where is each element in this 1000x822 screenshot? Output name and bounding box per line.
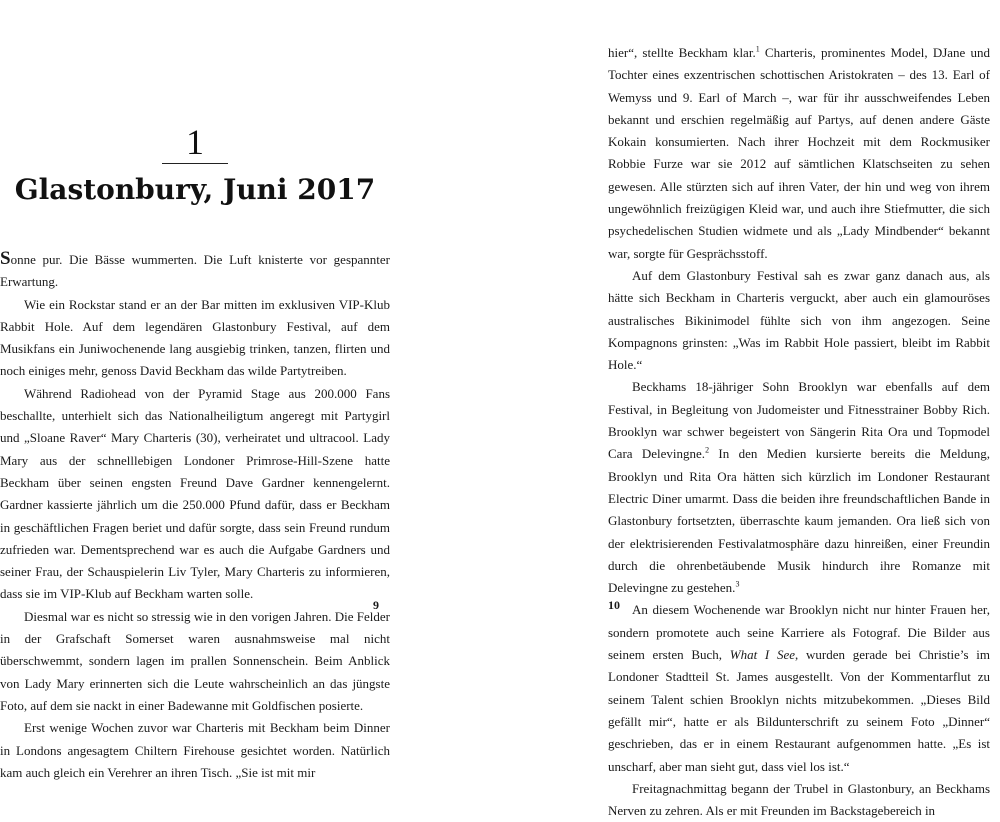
paragraph: Freitagnachmittag begann der Trubel in Glastonbury, an Beckhams Nerven zu zehren. Als er mit Freunden im Backstagebereich in <box>608 780 990 819</box>
page-number-left: 9 <box>373 598 379 612</box>
chapter-number: 1 <box>186 122 204 162</box>
paragraph: Erst wenige Wochen zuvor war Charteris mit Beckham beim Dinner in Londons angesagtem Chiltern Firehouse gesichtet worden. Natürlich kam auch gleich ein Verehrer an ihren Tisch. „Sie ist mit mir <box>0 720 390 780</box>
paragraph-text: Charteris, prominentes Model, DJane und Tochter eines exzentrischen schottischen Aristokraten – des 13. Earl of Wemyss und 9. Earl of March –, war für ihr ausschweifendes Leben bekannt und erschien regelmäßig auf Partys, auf denen andere Gäste Kokain konsumierten. Nach ihrer Hochzeit mit dem Rockmusiker Robbie Furze war sie 2012 auf sämtlichen Klatschseiten zu sehen gewesen. Alle stürzten sich auf ihren Vater, der hin und weg von ihrem ungewöhnlich freizügigen Kleid war, und auch ihre Stiefmutter, die sich psychedelischen Studien widmete und als „Lady Mindbender“ bekannt war, sorgte für Gesprächsstoff. <box>608 45 991 261</box>
drop-cap: S <box>0 248 11 269</box>
footnote-marker: 3 <box>735 579 740 589</box>
paragraph-text: An diesem Wochenende war Brooklyn nicht nur hinter Frauen her, sondern promotete auch seine Karriere als Fotograf. Die Bilder aus seinem ersten Buch, <box>608 602 990 663</box>
opening-paragraph <box>0 248 390 294</box>
right-page-body <box>608 42 990 822</box>
paragraph: Diesmal war es nicht so stressig wie in den vorigen Jahren. Die Felder in der Grafschaft Somerset waren ausnahmsweise mal nicht überschwemmt, sondern lagen im prallen Sonnenschein. Beim Anblick von Lady Mary erinnerten sich die Leute wahrscheinlich an das jüngste Foto, auf dem sie nackt in einer Badewanne mit Goldfischen posierte. <box>0 608 390 713</box>
paragraph <box>608 376 990 599</box>
footnote-marker: 1 <box>755 44 760 54</box>
chapter-title: Glastonbury, Juni 2017 <box>14 173 376 206</box>
book-title: What I See <box>729 647 796 663</box>
paragraph-text: , wurden gerade bei Christie’s im Londoner Stadtteil St. James ausgestellt. Von der Kommentarflut zu seinem Talent schien Brooklyn nichts mitzubekommen. „Dieses Bild gefällt mir“, hatte er als Bildunterschrift zu seinem Foto „Dinner“ geschrieben, das er in einem Restaurant aufgenommen hatte. „Es ist unscharf, aber man sieht gut, dass viel los ist.“ <box>608 647 990 774</box>
left-page-body <box>0 248 390 784</box>
right-page <box>500 0 1000 819</box>
paragraph <box>608 42 990 265</box>
page-number-right: 10 <box>608 598 620 612</box>
footnote-marker: 2 <box>705 446 710 456</box>
opening-paragraph-text: onne pur. Die Bässe wummerten. Die Luft knisterte vor gespannter Erwartung. <box>0 252 390 290</box>
paragraph: Wie ein Rockstar stand er an der Bar mitten im exklusiven VIP-Klub Rabbit Hole. Auf dem legendären Glastonbury Festival, auf dem Musikfans ein Juniwochenende lang ausgiebig trinken, tanzen, flirten und noch einiges mehr, genoss David Beckham das wilde Partytreiben. <box>0 296 390 379</box>
paragraph <box>608 599 990 777</box>
paragraph: Auf dem Glastonbury Festival sah es zwar ganz danach aus, als hätte sich Beckham in Charteris verguckt, aber auch ein glamouröses australisches Bikinimodel fühlte sich von ihm angezogen. Seine Kompagnons grinsten: „Was im Rabbit Hole passiert, bleibt im Rabbit Hole.“ <box>608 267 990 373</box>
paragraph: Während Radiohead von der Pyramid Stage aus 200.000 Fans beschallte, unterhielt sich das Nationalheiligtum angeregt mit Partygirl und „Sloane Raver“ Mary Charteris (30), verheiratet und ultracool. Lady Mary aus der schnelllebigen Londoner Primrose-Hill-Szene hatte Beckham über seinen engsten Freund Dave Gardner kennengelernt. Gardner kassierte jährlich um die 250.000 Pfund dafür, dass er Beckham in geschäftlichen Fragen beriet und dafür sorgte, dass sein Freund rundum zufrieden war. Dementsprechend war es auch die Aufgabe Gardners und seiner Frau, der Schauspielerin Liv Tyler, Mary Charteris zu informieren, dass sie im VIP-Klub auf Beckham warten solle. <box>0 385 390 602</box>
chapter-divider <box>162 163 228 164</box>
paragraph-text: In den Medien kursierte bereits die Meldung, Brooklyn und Rita Ora hätten sich kürzlich im Londoner Restaurant Electric Diner umarmt. Dass die beiden ihre freundschaftlichen Bande in Glastonbury fortsetzten, überraschte kaum jemanden. Ora ließ sich von der elektrisierenden Festivalatmosphäre dazu hinreißen, einer Freundin durch die ohrenbetäubende Musik hindurch ihre Romanze mit Delevingne zu gestehen. <box>608 446 990 596</box>
left-page <box>0 0 500 800</box>
paragraph-text: hier“, stellte Beckham klar. <box>608 45 756 60</box>
paragraph-text: Beckhams 18-jähriger Sohn Brooklyn war ebenfalls auf dem Festival, in Begleitung von Judomeister und Fitnesstrainer Bobby Rich. Brooklyn war schwer begeistert von Sängerin Rita Ora und Topmodel Cara Delevingne. <box>608 379 990 462</box>
